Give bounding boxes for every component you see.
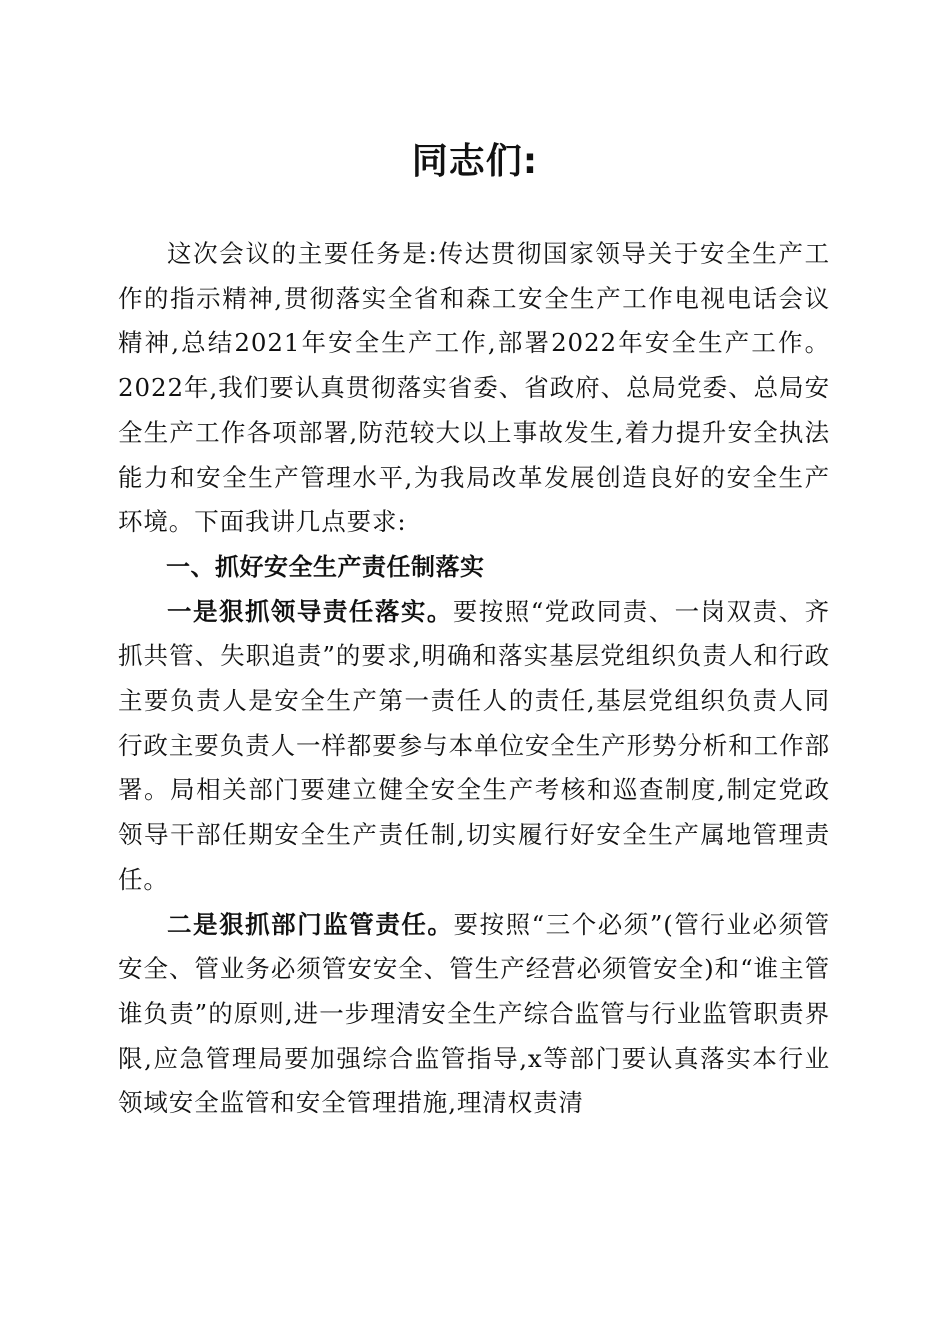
paragraph-text: 要按照“党政同责、一岗双责、齐抓共管、失职追责”的要求,明确和落实基层党组织负责人和行政主要负责人是安全生产第一责任人的责任,基层党组织负责人同行政主要负责人一样都要参与本单位安全生产形势分析和工作部署。局相关部门要建立健全安全生产考核和巡查制度,制定党政领导干部任期安全生产责任制,切实履行好安全生产属地管理责任。: [118, 596, 830, 894]
paragraph-lead: 一是狠抓领导责任落实。: [167, 596, 453, 626]
paragraph-leadership-responsibility: [118, 590, 830, 903]
paragraph-lead: 二是狠抓部门监管责任。: [167, 909, 454, 939]
section-heading-1: 一、抓好安全生产责任制落实: [166, 552, 485, 581]
document-body: [118, 232, 830, 1126]
paragraph-department-supervision: [118, 903, 830, 1127]
document-title: 同志们:: [411, 141, 539, 182]
intro-paragraph: 这次会议的主要任务是:传达贯彻国家领导关于安全生产工作的指示精神,贯彻落实全省和森工安全生产工作电视电话会议精神,总结2021年安全生产工作,部署2022年安全生产工作。2022年,我们要认真贯彻落实省委、省政府、总局党委、总局安全生产工作各项部署,防范较大以上事故发生,着力提升安全执法能力和安全生产管理水平,为我局改革发展创造良好的安全生产环境。下面我讲几点要求:: [118, 239, 830, 537]
paragraph-text: 要按照“三个必须”(管行业必须管安全、管业务必须管安安全、管生产经营必须管安全)和“谁主管谁负责”的原则,进一步理清安全生产综合监管与行业监管职责界限,应急管理局要加强综合监管指导,x等部门要认真落实本行业领域安全监管和安全管理措施,理清权责清: [118, 909, 830, 1118]
